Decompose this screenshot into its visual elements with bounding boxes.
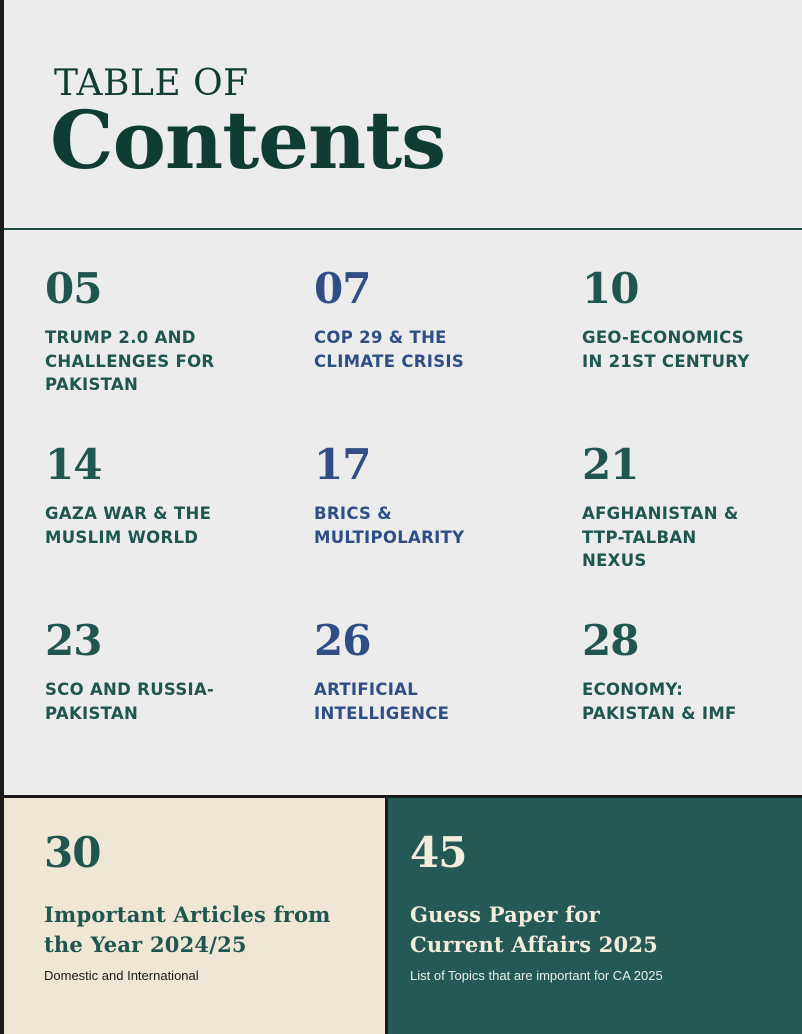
toc-item-ai[interactable] bbox=[314, 616, 554, 725]
toc-item-sco[interactable] bbox=[45, 616, 285, 725]
toc-title: GAZA WAR & THE MUSLIM WORLD bbox=[45, 504, 212, 547]
toc-title: BRICS & MULTIPOLARITY bbox=[314, 504, 465, 547]
toc-item-geo-economics[interactable] bbox=[582, 264, 802, 373]
featured-title: Important Articles from the Year 2024/25 bbox=[44, 902, 331, 957]
page-number: 14 bbox=[45, 440, 102, 489]
page-number: 05 bbox=[45, 264, 102, 313]
featured-subtitle: List of Topics that are important for CA 2025 bbox=[410, 968, 663, 983]
featured-guess-paper-panel[interactable] bbox=[385, 795, 802, 1034]
featured-title: Guess Paper for Current Affairs 2025 bbox=[410, 902, 658, 957]
title-contents: Contents bbox=[50, 93, 446, 187]
page-number: 23 bbox=[45, 616, 102, 665]
page-number: 45 bbox=[410, 828, 467, 877]
toc-title: ECONOMY: PAKISTAN & IMF bbox=[582, 680, 737, 723]
featured-articles-panel[interactable] bbox=[4, 795, 385, 1034]
page-number: 28 bbox=[582, 616, 639, 665]
toc-title: COP 29 & THE CLIMATE CRISIS bbox=[314, 328, 465, 371]
toc-item-brics[interactable] bbox=[314, 440, 554, 549]
page-number: 30 bbox=[44, 828, 101, 877]
toc-item-economy[interactable] bbox=[582, 616, 802, 725]
featured-subtitle: Domestic and International bbox=[44, 968, 199, 983]
page-number: 17 bbox=[314, 440, 371, 489]
toc-title: ARTIFICIAL INTELLIGENCE bbox=[314, 680, 450, 723]
header bbox=[4, 0, 802, 228]
toc-title: AFGHANISTAN & TTP-TALBAN NEXUS bbox=[582, 504, 739, 570]
toc-item-gaza[interactable] bbox=[45, 440, 285, 549]
title-table-of: TABLE OF bbox=[54, 63, 249, 104]
page-number: 10 bbox=[582, 264, 639, 313]
toc-item-trump[interactable] bbox=[45, 264, 285, 397]
page-number: 07 bbox=[314, 264, 371, 313]
toc-item-cop29[interactable] bbox=[314, 264, 554, 373]
toc-title: SCO AND RUSSIA- PAKISTAN bbox=[45, 680, 215, 723]
toc-title: GEO-ECONOMICS IN 21ST CENTURY bbox=[582, 328, 750, 371]
toc-title: TRUMP 2.0 AND CHALLENGES FOR PAKISTAN bbox=[45, 328, 215, 394]
contents-grid bbox=[4, 230, 802, 795]
toc-item-afghanistan[interactable] bbox=[582, 440, 802, 573]
page-number: 21 bbox=[582, 440, 639, 489]
page-number: 26 bbox=[314, 616, 371, 665]
